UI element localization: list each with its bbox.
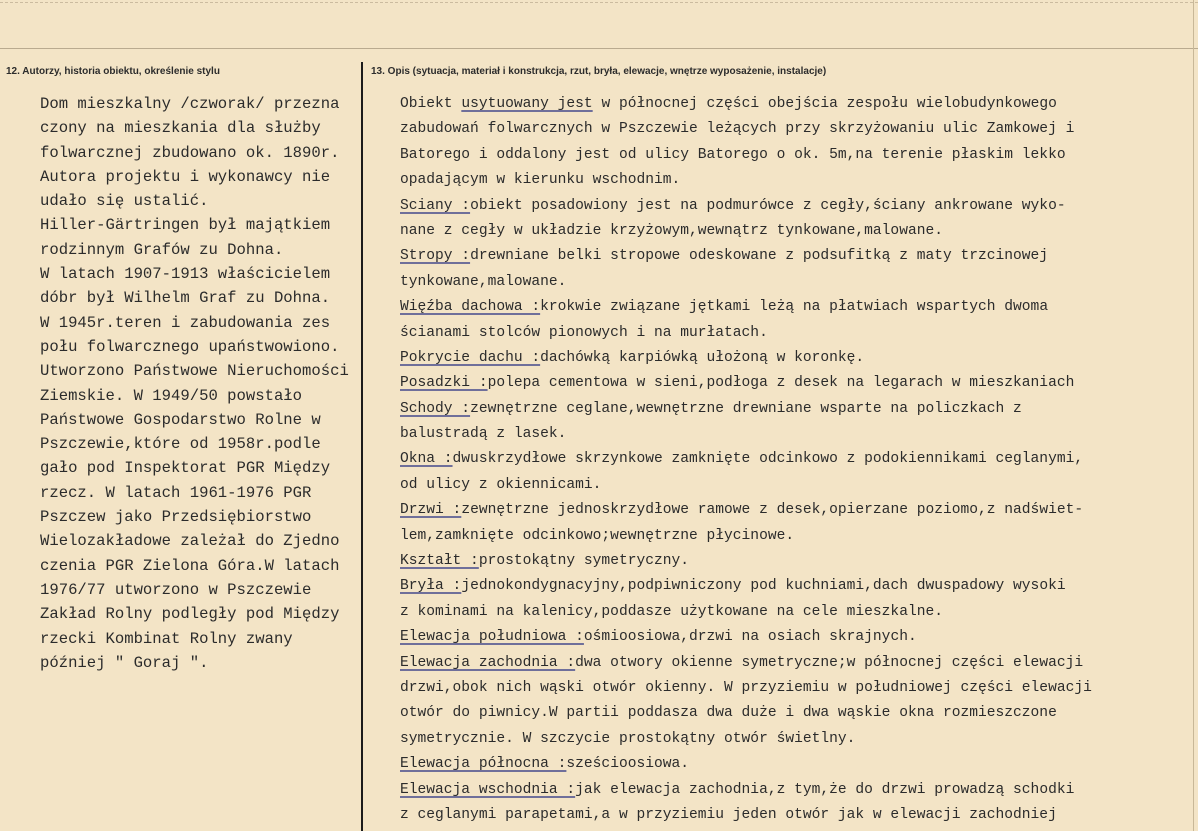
- description-line: [400, 549, 1092, 574]
- underlined-heading: Elewacja zachodnia :: [400, 654, 576, 671]
- description-line: [400, 600, 1092, 625]
- line-text: tynkowane,malowane.: [400, 273, 567, 290]
- underlined-heading: Elewacja południowa :: [400, 629, 584, 646]
- history-line: połu folwarcznego upaństwowiono.: [40, 337, 340, 356]
- underlined-heading: Bryła :: [400, 578, 462, 595]
- history-line: Autora projektu i wykonawcy nie: [40, 167, 331, 186]
- line-text: z ceglanymi parapetami,a w przyziemiu jeden otwór jak w elewacji zachodniej: [400, 806, 1057, 823]
- description-line: [400, 143, 1092, 168]
- line-text: od ulicy z okiennicami.: [400, 476, 602, 493]
- history-line: W 1945r.teren i zabudowania zes: [40, 313, 331, 332]
- underlined-heading: Elewacja północna :: [400, 756, 567, 773]
- line-text: zewnętrzne ceglane,wewnętrzne drewniane wsparte na policzkach z: [470, 400, 1022, 417]
- underlined-heading: Drzwi :: [400, 502, 462, 519]
- description-line: [400, 473, 1092, 498]
- description-line: [400, 498, 1092, 523]
- line-text: krokwie związane jętkami leżą na płatwiach wspartych dwoma: [540, 299, 1049, 316]
- description-text-block: [400, 92, 1092, 828]
- history-line: udało się ustalić.: [40, 192, 209, 211]
- underlined-heading: Sciany :: [400, 197, 471, 214]
- description-line: [400, 244, 1092, 269]
- line-text: zewnętrzne jednoskrzydłowe ramowe z desek,opierzane poziomo,z nadświet-: [461, 502, 1084, 519]
- line-text: jak elewacja zachodnia,z tym,że do drzwi prowadzą schodki: [575, 781, 1075, 798]
- underlined-heading: Okna :: [400, 451, 453, 468]
- description-line: [400, 447, 1092, 472]
- line-text: lem,zamknięte odcinkowo;wewnętrzne płycinowe.: [400, 527, 795, 544]
- description-line: [400, 422, 1092, 447]
- line-text: ośmioosiowa,drzwi na osiach skrajnych.: [583, 629, 917, 646]
- description-line: [400, 625, 1092, 650]
- history-line: dóbr był Wilhelm Graf zu Dohna.: [40, 289, 331, 308]
- header-rule: [0, 48, 1198, 49]
- line-text: zabudowań folwarcznych w Pszczewie leżących przy skrzyżowaniu ulic Zamkowej i: [400, 121, 1075, 138]
- line-text: dwa otwory okienne symetryczne;w północnej części elewacji: [575, 654, 1084, 671]
- description-line: [400, 676, 1092, 701]
- history-line: Pszczewie,które od 1958r.podle: [40, 435, 321, 454]
- description-line: [400, 168, 1092, 193]
- line-text: dwuskrzydłowe skrzynkowe zamknięte odcinkowo z podokiennikami ceglanymi,: [452, 451, 1084, 468]
- history-line: Utworzono Państwowe Nieruchomości: [40, 362, 349, 381]
- line-text: nane z cegły w układzie krzyżowym,wewnątrz tynkowane,malowane.: [400, 222, 943, 239]
- description-line: [400, 219, 1092, 244]
- description-line: [400, 752, 1092, 777]
- description-line: [400, 397, 1092, 422]
- line-text: ścianami stolców pionowych i na murłatach.: [400, 324, 768, 341]
- underlined-heading: Więźba dachowa :: [400, 299, 541, 316]
- description-line: [400, 194, 1092, 219]
- description-line: [400, 651, 1092, 676]
- line-text: z kominami na kalenicy,poddasze użytkowane na cele mieszkalne.: [400, 603, 943, 620]
- history-line: rodzinnym Grafów zu Dohna.: [40, 240, 284, 259]
- underlined-heading: Posadzki :: [400, 375, 488, 392]
- description-line: [400, 701, 1092, 726]
- history-line: czenia PGR Zielona Góra.W latach: [40, 556, 340, 575]
- underlined-heading: Stropy :: [400, 248, 471, 265]
- history-line: Pszczew jako Przedsiębiorstwo: [40, 508, 312, 527]
- line-text: prostokątny symetryczny.: [478, 553, 690, 570]
- history-line: folwarcznej zbudowano ok. 1890r.: [40, 143, 340, 162]
- line-text: polepa cementowa w sieni,podłoga z desek na legarach w mieszkaniach: [487, 375, 1075, 392]
- underlined-heading: Kształt :: [400, 553, 479, 570]
- history-line: rzecki Kombinat Rolny zwany: [40, 629, 293, 648]
- history-line: gało pod Inspektorat PGR Między: [40, 459, 331, 478]
- description-line: [400, 524, 1092, 549]
- history-text-block: [40, 92, 349, 675]
- underlined-heading: Schody :: [400, 400, 471, 417]
- line-text: obiekt posadowiony jest na podmurówce z cegły,ściany ankrowane wyko-: [470, 197, 1066, 214]
- underlined-heading: Pokrycie dachu :: [400, 349, 541, 366]
- description-line: [400, 295, 1092, 320]
- line-text: balustradą z lasek.: [400, 426, 567, 443]
- history-line: Dom mieszkalny /czworak/ przezna: [40, 95, 340, 113]
- section-13-header: 13. Opis (sytuacja, materiał i konstrukcja, rzut, bryła, elewacje, wnętrze wyposażenie, instalacje): [371, 66, 827, 77]
- page-right-edge: [1193, 0, 1194, 831]
- history-line: Ziemskie. W 1949/50 powstało: [40, 386, 303, 405]
- history-line: później " Goraj ".: [40, 653, 209, 672]
- history-line: W latach 1907-1913 właścicielem: [40, 265, 331, 284]
- history-line: 1976/77 utworzono w Pszczewie: [40, 580, 312, 599]
- description-line: [400, 117, 1092, 142]
- underlined-heading: usytuowany jest: [461, 96, 593, 112]
- top-border-line: [0, 2, 1198, 3]
- line-text: Obiekt: [400, 96, 462, 112]
- line-text: symetrycznie. W szczycie prostokątny otwór świetlny.: [400, 730, 856, 747]
- history-line: Zakład Rolny podległy pod Między: [40, 605, 340, 624]
- line-text: drewniane belki stropowe odeskowane z podsufitką z maty trzcinowej: [470, 248, 1049, 265]
- column-divider: [361, 62, 363, 831]
- history-line: Wielozakładowe zależał do Zjedno: [40, 532, 340, 551]
- description-line: [400, 346, 1092, 371]
- description-line: [400, 727, 1092, 752]
- description-line: [400, 270, 1092, 295]
- line-text: otwór do piwnicy.W partii poddasza dwa duże i dwa wąskie okna rozmieszczone: [400, 705, 1057, 722]
- history-line: czony na mieszkania dla służby: [40, 119, 321, 138]
- history-line: Państwowe Gospodarstwo Rolne w: [40, 410, 321, 429]
- line-text: opadającym w kierunku wschodnim.: [400, 172, 681, 189]
- description-line: [400, 574, 1092, 599]
- line-text: drzwi,obok nich wąski otwór okienny. W przyziemiu w południowej części elewacji: [400, 679, 1092, 696]
- description-line: [400, 371, 1092, 396]
- description-line: [400, 92, 1092, 117]
- description-line: [400, 778, 1092, 803]
- underlined-heading: Elewacja wschodnia :: [400, 781, 576, 798]
- description-line: [400, 803, 1092, 828]
- line-text: Batorego i oddalony jest od ulicy Batorego o ok. 5m,na terenie płaskim lekko: [400, 146, 1066, 163]
- history-line: rzecz. W latach 1961-1976 PGR: [40, 483, 312, 502]
- section-12-header: 12. Autorzy, historia obiektu, określenie stylu: [6, 66, 220, 77]
- description-line: [400, 321, 1092, 346]
- line-text: sześcioosiowa.: [566, 756, 690, 773]
- line-text: dachówką karpiówką ułożoną w koronkę.: [540, 349, 865, 366]
- line-text: jednokondygnacyjny,podpiwniczony pod kuchniami,dach dwuspadowy wysoki: [461, 578, 1066, 595]
- line-text: w północnej części obejścia zespołu wielobudynkowego: [592, 96, 1057, 112]
- history-line: Hiller-Gärtringen był majątkiem: [40, 216, 331, 235]
